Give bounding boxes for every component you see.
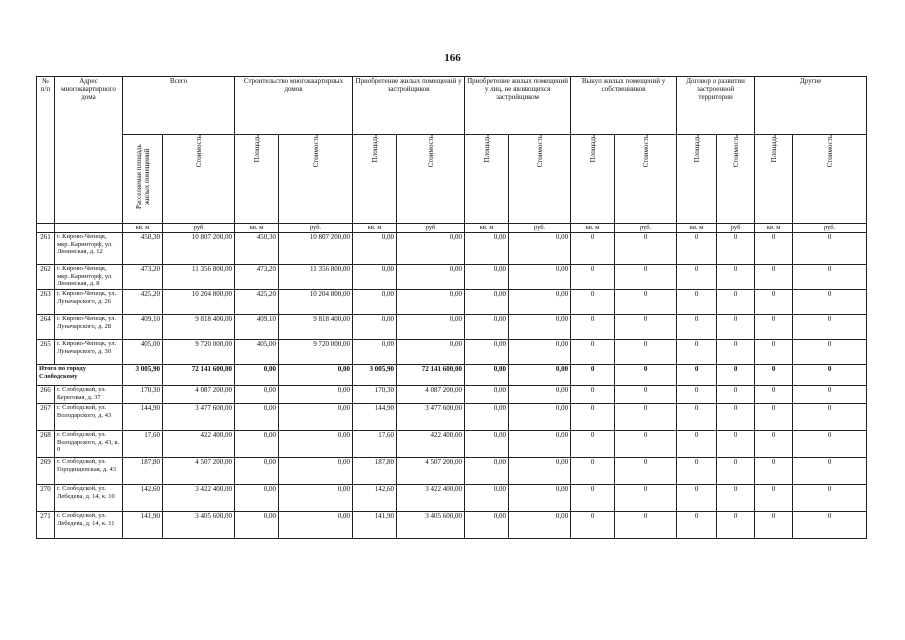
cell-construction-cost: 9 818 400,00 [279,315,353,340]
cell-construction-cost: 10 807 200,00 [279,233,353,265]
row-address: г. Кирово-Чепецк, ул. Луначарского, д. 28 [55,315,123,340]
cell-non-developers-area: 0,00 [465,290,509,315]
cell-non-developers-area: 0,00 [465,315,509,340]
cell-territory-cost: 0 [717,340,755,365]
cell-buyout-cost: 0 [615,315,677,340]
cell-total-cost: 3 477 600,00 [163,404,235,431]
header-group-other: Другие [755,77,867,135]
cell-other-cost: 0 [793,233,867,265]
cell-developers-cost: 3 477 600,00 [397,404,465,431]
cell-other-cost: 0 [793,512,867,539]
cell-non-developers-area: 0,00 [465,386,509,404]
cell-developers-cost: 4 087 200,00 [397,386,465,404]
subheader-area: Площадь [465,135,509,224]
cell-construction-cost: 0,00 [279,431,353,458]
cell-territory-area: 0 [677,512,717,539]
cell-other-area: 0 [755,233,793,265]
cell-developers-cost: 72 141 600,00 [397,365,465,386]
cell-developers-area: 0,00 [353,290,397,315]
cell-territory-cost: 0 [717,386,755,404]
table-row [37,512,867,539]
cell-other-area: 0 [755,458,793,485]
cell-other-area: 0 [755,485,793,512]
row-address: г. Кирово-Чепецк, мкр. Каринторф, ул. Ленинская, д. 12 [55,233,123,265]
row-number: 271 [37,512,55,539]
row-address: г. Слободской, ул. Береговая, д. 37 [55,386,123,404]
unit-rub: руб [163,224,235,233]
cell-other-area: 0 [755,265,793,290]
cell-territory-area: 0 [677,386,717,404]
cell-buyout-cost: 0 [615,431,677,458]
table-row [37,265,867,290]
cell-total-area: 409,10 [123,315,163,340]
subheader-cost: Стоимость [615,135,677,224]
cell-buyout-cost: 0 [615,365,677,386]
cell-total-area: 141,90 [123,512,163,539]
cell-territory-cost: 0 [717,233,755,265]
cell-territory-cost: 0 [717,458,755,485]
cell-buyout-area: 0 [571,233,615,265]
row-number: 270 [37,485,55,512]
row-address: г. Слободской, ул. Городищенская, д. 43 [55,458,123,485]
cell-construction-cost: 0,00 [279,512,353,539]
cell-construction-area: 0,00 [235,404,279,431]
cell-total-cost: 11 356 800,00 [163,265,235,290]
row-number: 264 [37,315,55,340]
unit-rub: руб. [509,224,571,233]
cell-construction-cost: 0,00 [279,386,353,404]
cell-buyout-area: 0 [571,458,615,485]
cell-non-developers-area: 0,00 [465,458,509,485]
cell-non-developers-cost: 0,00 [509,485,571,512]
row-address: г. Слободской, ул. Лебедева, д. 14, к. 10 [55,485,123,512]
cell-developers-area: 142,60 [353,485,397,512]
row-number: 266 [37,386,55,404]
row-address: г. Слободской, ул. Володарского, д. 43, к. 0 [55,431,123,458]
cell-territory-cost: 0 [717,315,755,340]
cell-other-cost: 0 [793,485,867,512]
subheader-area: Площадь [353,135,397,224]
cell-non-developers-cost: 0,00 [509,265,571,290]
cell-buyout-cost: 0 [615,265,677,290]
unit-sqm: кв. м [123,224,163,233]
cell-buyout-cost: 0 [615,386,677,404]
cell-non-developers-area: 0,00 [465,233,509,265]
cell-territory-cost: 0 [717,365,755,386]
unit-sqm: кв. м [755,224,793,233]
cell-total-cost: 9 720 000,00 [163,340,235,365]
unit-rub: руб. [793,224,867,233]
cell-total-cost: 3 405 600,00 [163,512,235,539]
table-row [37,233,867,265]
cell-non-developers-cost: 0,00 [509,512,571,539]
header-group-construction: Строительство многоквартирных домов [235,77,353,135]
cell-developers-cost: 0,00 [397,315,465,340]
total-label: Итого по городу Слободскому [37,365,123,386]
total-row [37,365,867,386]
unit-empty [55,224,123,233]
header-group-buyout: Выкуп жилых помещений у собственников [571,77,677,135]
table-row [37,315,867,340]
table-row [37,386,867,404]
subheader-cost: Стоимость [279,135,353,224]
cell-construction-area: 425,20 [235,290,279,315]
cell-construction-area: 0,00 [235,512,279,539]
table-row [37,458,867,485]
resettlement-table [36,76,867,539]
cell-developers-area: 17,60 [353,431,397,458]
cell-total-area: 170,30 [123,386,163,404]
table-row [37,404,867,431]
cell-non-developers-cost: 0,00 [509,458,571,485]
cell-developers-cost: 3 405 600,00 [397,512,465,539]
subheader-cost: Стоимость [793,135,867,224]
cell-developers-area: 0,00 [353,233,397,265]
cell-developers-cost: 0,00 [397,233,465,265]
cell-buyout-cost: 0 [615,290,677,315]
cell-construction-area: 0,00 [235,431,279,458]
cell-construction-area: 0,00 [235,365,279,386]
cell-territory-area: 0 [677,485,717,512]
table-row [37,431,867,458]
cell-buyout-area: 0 [571,265,615,290]
cell-total-area: 473,20 [123,265,163,290]
cell-non-developers-cost: 0,00 [509,431,571,458]
subheader-cost: Стоимость [163,135,235,224]
subheader-area: Площадь [571,135,615,224]
cell-territory-area: 0 [677,404,717,431]
cell-territory-area: 0 [677,315,717,340]
cell-construction-area: 0,00 [235,458,279,485]
cell-buyout-area: 0 [571,485,615,512]
cell-buyout-area: 0 [571,512,615,539]
cell-territory-cost: 0 [717,512,755,539]
cell-construction-cost: 0,00 [279,365,353,386]
cell-non-developers-cost: 0,00 [509,365,571,386]
cell-territory-area: 0 [677,431,717,458]
cell-developers-area: 0,00 [353,315,397,340]
cell-construction-area: 0,00 [235,386,279,404]
cell-other-cost: 0 [793,340,867,365]
cell-developers-cost: 4 507 200,00 [397,458,465,485]
cell-total-area: 144,90 [123,404,163,431]
cell-total-cost: 72 141 600,00 [163,365,235,386]
header-group-purchase-developers: Приобретение жилых помещений у застройщиков [353,77,465,135]
row-address: г. Кирово-Чепецк, ул. Луначарского, д. 26 [55,290,123,315]
cell-other-area: 0 [755,340,793,365]
header-group-purchase-non-developers: Приобретение жилых помещений у лиц, не являющихся застройщиком [465,77,571,135]
cell-total-cost: 3 422 400,00 [163,485,235,512]
page-number: 166 [444,52,461,64]
cell-buyout-area: 0 [571,340,615,365]
unit-sqm: кв. м [571,224,615,233]
cell-non-developers-cost: 0,00 [509,386,571,404]
unit-empty [37,224,55,233]
cell-construction-cost: 9 720 000,00 [279,340,353,365]
cell-developers-cost: 3 422 400,00 [397,485,465,512]
cell-territory-cost: 0 [717,485,755,512]
cell-non-developers-area: 0,00 [465,404,509,431]
table-row [37,485,867,512]
cell-total-cost: 4 507 200,00 [163,458,235,485]
cell-other-cost: 0 [793,431,867,458]
cell-construction-cost: 0,00 [279,404,353,431]
row-number: 261 [37,233,55,265]
cell-buyout-cost: 0 [615,485,677,512]
cell-buyout-cost: 0 [615,233,677,265]
cell-total-area: 425,20 [123,290,163,315]
subheader-area: Площадь [755,135,793,224]
cell-other-cost: 0 [793,265,867,290]
table-row [37,290,867,315]
row-address: г. Кирово-Чепецк, мкр. Каринторф, ул. Ленинская, д. 8 [55,265,123,290]
cell-construction-area: 0,00 [235,485,279,512]
cell-other-area: 0 [755,386,793,404]
cell-total-cost: 10 807 200,00 [163,233,235,265]
cell-non-developers-area: 0,00 [465,431,509,458]
cell-other-cost: 0 [793,404,867,431]
header-num: № п/п [37,77,55,224]
unit-rub: руб. [615,224,677,233]
cell-developers-area: 187,80 [353,458,397,485]
cell-other-area: 0 [755,290,793,315]
cell-construction-area: 450,30 [235,233,279,265]
row-number: 263 [37,290,55,315]
header-group-territory: Договор о развитии застроенной территории [677,77,755,135]
cell-developers-area: 170,30 [353,386,397,404]
row-address: г. Слободской, ул. Володарского, д. 43 [55,404,123,431]
cell-developers-area: 0,00 [353,340,397,365]
cell-non-developers-area: 0,00 [465,365,509,386]
cell-buyout-area: 0 [571,290,615,315]
unit-sqm: кв. м [235,224,279,233]
cell-buyout-area: 0 [571,386,615,404]
cell-construction-area: 473,20 [235,265,279,290]
unit-rub: руб [717,224,755,233]
cell-total-area: 450,30 [123,233,163,265]
table-row [37,340,867,365]
header-address: Адрес многоквартирного дома [55,77,123,224]
cell-total-cost: 9 818 400,00 [163,315,235,340]
row-number: 267 [37,404,55,431]
cell-territory-cost: 0 [717,265,755,290]
cell-other-cost: 0 [793,290,867,315]
cell-buyout-cost: 0 [615,404,677,431]
cell-developers-cost: 0,00 [397,340,465,365]
subheader-cost: Стоимость [509,135,571,224]
cell-total-area: 17,60 [123,431,163,458]
cell-non-developers-area: 0,00 [465,512,509,539]
cell-territory-area: 0 [677,458,717,485]
cell-developers-area: 0,00 [353,265,397,290]
cell-buyout-area: 0 [571,315,615,340]
cell-non-developers-cost: 0,00 [509,315,571,340]
cell-territory-cost: 0 [717,290,755,315]
row-number: 268 [37,431,55,458]
cell-total-area: 142,60 [123,485,163,512]
cell-non-developers-cost: 0,00 [509,340,571,365]
cell-total-cost: 10 204 800,00 [163,290,235,315]
cell-buyout-cost: 0 [615,512,677,539]
subheader-resettled-area: Расселяемая площадь жилых помещений [123,135,163,224]
cell-developers-cost: 0,00 [397,290,465,315]
row-number: 269 [37,458,55,485]
row-number: 262 [37,265,55,290]
header-group-total: Всего [123,77,235,135]
cell-developers-cost: 0,00 [397,265,465,290]
cell-territory-area: 0 [677,233,717,265]
cell-buyout-area: 0 [571,431,615,458]
cell-buyout-area: 0 [571,365,615,386]
cell-other-cost: 0 [793,386,867,404]
row-address: г. Кирово-Чепецк, ул. Луначарского, д. 30 [55,340,123,365]
cell-non-developers-area: 0,00 [465,265,509,290]
subheader-cost: Стоимость [717,135,755,224]
cell-territory-area: 0 [677,340,717,365]
cell-construction-cost: 0,00 [279,458,353,485]
cell-other-area: 0 [755,365,793,386]
cell-developers-area: 141,90 [353,512,397,539]
cell-buyout-area: 0 [571,404,615,431]
cell-non-developers-cost: 0,00 [509,290,571,315]
cell-developers-cost: 422 400,00 [397,431,465,458]
cell-construction-area: 409,10 [235,315,279,340]
cell-total-area: 3 005,90 [123,365,163,386]
cell-non-developers-cost: 0,00 [509,233,571,265]
unit-sqm: кв. м [677,224,717,233]
cell-territory-area: 0 [677,365,717,386]
table-body [37,233,867,539]
cell-developers-area: 144,90 [353,404,397,431]
row-address: г. Слободской, ул. Лебедева, д. 14, к. 11 [55,512,123,539]
cell-developers-area: 3 005,90 [353,365,397,386]
cell-other-area: 0 [755,431,793,458]
row-number: 265 [37,340,55,365]
subheader-area: Площадь [677,135,717,224]
cell-buyout-cost: 0 [615,458,677,485]
cell-other-area: 0 [755,512,793,539]
cell-non-developers-area: 0,00 [465,485,509,512]
subheader-cost: Стоимость [397,135,465,224]
cell-non-developers-area: 0,00 [465,340,509,365]
cell-territory-cost: 0 [717,431,755,458]
cell-total-area: 405,00 [123,340,163,365]
cell-other-area: 0 [755,315,793,340]
cell-territory-area: 0 [677,265,717,290]
cell-total-area: 187,80 [123,458,163,485]
cell-construction-area: 405,00 [235,340,279,365]
cell-construction-cost: 0,00 [279,485,353,512]
cell-territory-area: 0 [677,290,717,315]
subheader-area: Площадь [235,135,279,224]
cell-construction-cost: 10 204 800,00 [279,290,353,315]
unit-rub: руб. [279,224,353,233]
cell-other-area: 0 [755,404,793,431]
cell-non-developers-cost: 0,00 [509,404,571,431]
cell-other-cost: 0 [793,458,867,485]
cell-territory-cost: 0 [717,404,755,431]
unit-sqm: кв. м [465,224,509,233]
cell-total-cost: 422 400,00 [163,431,235,458]
cell-buyout-cost: 0 [615,340,677,365]
cell-other-cost: 0 [793,315,867,340]
cell-other-cost: 0 [793,365,867,386]
unit-sqm: кв. м [353,224,397,233]
cell-total-cost: 4 087 200,00 [163,386,235,404]
unit-rub: руб [397,224,465,233]
cell-construction-cost: 11 356 800,00 [279,265,353,290]
